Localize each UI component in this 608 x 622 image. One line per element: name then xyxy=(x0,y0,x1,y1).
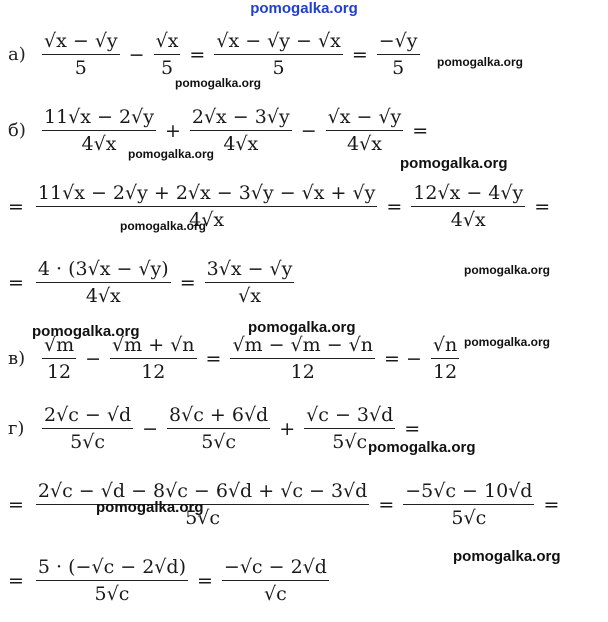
fraction xyxy=(205,258,295,307)
numerator: 8√c + 6√d xyxy=(169,404,269,426)
watermark: pomogalka.org xyxy=(464,335,551,349)
denominator: 4√x xyxy=(347,133,382,156)
operator: − xyxy=(142,417,159,440)
equals-sign: = xyxy=(351,43,368,66)
watermark: pomogalka.org xyxy=(437,55,524,69)
site-header-watermark: pomogalka.org xyxy=(250,0,358,17)
equals-sign: = xyxy=(8,271,24,294)
operator: − xyxy=(128,43,145,66)
denominator: 4√x xyxy=(223,133,259,156)
fraction xyxy=(230,334,375,383)
numerator: 2√c − √d − 8√c − 6√d + √c − 3√d xyxy=(37,480,368,502)
numerator: √x xyxy=(155,30,179,52)
numerator: √m xyxy=(44,334,75,356)
fraction xyxy=(377,30,420,79)
denominator: 5√c xyxy=(185,507,221,530)
denominator: 5√c xyxy=(451,507,487,530)
problem-label: г) xyxy=(8,418,25,440)
problem-b-line-2 xyxy=(0,182,555,231)
equals-sign: = xyxy=(196,569,213,592)
numerator: 3√x − √y xyxy=(206,258,293,280)
denominator: 5 xyxy=(392,57,405,80)
equals-sign: = xyxy=(8,195,24,218)
watermark: pomogalka.org xyxy=(464,263,551,277)
problem-label: в) xyxy=(8,348,26,370)
problem-v xyxy=(0,334,463,383)
equals-sign: = xyxy=(378,493,395,516)
numerator: 2√x − 3√y xyxy=(191,106,290,128)
equals-sign: = − xyxy=(384,347,422,370)
equals-sign: = xyxy=(404,417,421,440)
problem-b-line-3 xyxy=(0,258,298,307)
denominator: 12 xyxy=(290,361,315,384)
fraction xyxy=(222,556,329,605)
denominator: 5 xyxy=(160,57,174,80)
equals-sign: = xyxy=(8,493,24,516)
denominator: 5√c xyxy=(94,583,130,606)
fraction xyxy=(154,30,181,79)
numerator: √m − √m − √n xyxy=(232,334,374,356)
problem-label: а) xyxy=(8,44,26,66)
numerator: 4 · (3√x − √y) xyxy=(37,258,169,280)
denominator: √x xyxy=(238,285,261,308)
denominator: 12 xyxy=(141,361,166,384)
numerator: 11√x − 2√y xyxy=(44,106,154,128)
numerator: −√y xyxy=(378,30,418,52)
denominator: √c xyxy=(264,583,287,606)
fraction xyxy=(214,30,342,79)
fraction xyxy=(326,106,404,155)
fraction xyxy=(42,334,76,383)
denominator: 12 xyxy=(46,361,72,384)
watermark: pomogalka.org xyxy=(128,147,215,161)
fraction xyxy=(431,334,459,383)
equals-sign: = xyxy=(534,195,551,218)
denominator: 12 xyxy=(433,361,458,384)
numerator: √n xyxy=(432,334,458,356)
denominator: 5√c xyxy=(332,431,368,454)
numerator: 5 · (−√c − 2√d) xyxy=(37,556,186,578)
watermark: pomogalka.org xyxy=(248,319,356,336)
denominator: 5√c xyxy=(70,431,105,454)
fraction xyxy=(42,30,120,79)
fraction xyxy=(403,480,534,529)
watermark: pomogalka.org xyxy=(453,548,561,565)
watermark: pomogalka.org xyxy=(32,323,140,340)
equals-sign: = xyxy=(8,569,24,592)
numerator: √m + √n xyxy=(112,334,195,356)
problem-b-line-1 xyxy=(0,106,433,155)
watermark: pomogalka.org xyxy=(368,439,476,456)
problem-g-line-3 xyxy=(0,556,333,605)
operator: + xyxy=(279,417,296,440)
fraction xyxy=(411,182,525,231)
denominator: 5√c xyxy=(201,431,237,454)
numerator: √c − 3√d xyxy=(306,404,394,426)
operator: − xyxy=(300,119,317,142)
fraction xyxy=(167,404,270,453)
problem-g-line-2 xyxy=(0,480,564,529)
watermark: pomogalka.org xyxy=(120,219,207,233)
numerator: 2√c − √d xyxy=(44,404,132,426)
fraction xyxy=(36,556,188,605)
fraction xyxy=(42,404,133,453)
fraction xyxy=(36,182,377,231)
denominator: 5 xyxy=(272,57,285,80)
numerator: 11√x − 2√y + 2√x − 3√y − √x + √y xyxy=(37,182,376,204)
equals-sign: = xyxy=(412,119,429,142)
numerator: −5√c − 10√d xyxy=(405,480,533,502)
numerator: √x − √y xyxy=(327,106,402,128)
watermark: pomogalka.org xyxy=(400,155,508,172)
equals-sign: = xyxy=(189,43,206,66)
denominator: 4√x xyxy=(85,285,121,308)
numerator: √x − √y − √x xyxy=(216,30,341,52)
equals-sign: = xyxy=(543,493,560,516)
denominator: 4√x xyxy=(189,209,225,232)
watermark: pomogalka.org xyxy=(175,76,262,90)
watermark: pomogalka.org xyxy=(96,499,204,516)
denominator: 4√x xyxy=(450,209,486,232)
numerator: −√c − 2√d xyxy=(223,556,327,578)
fraction xyxy=(110,334,196,383)
equals-sign: = xyxy=(179,271,196,294)
denominator: 4√x xyxy=(81,133,117,156)
operator: − xyxy=(85,347,102,370)
denominator: 5 xyxy=(74,57,87,80)
equals-sign: = xyxy=(205,347,222,370)
numerator: 12√x − 4√y xyxy=(413,182,524,204)
fraction xyxy=(36,258,171,307)
equals-sign: = xyxy=(386,195,403,218)
problem-label: б) xyxy=(8,120,26,142)
numerator: √x − √y xyxy=(44,30,118,52)
problem-a xyxy=(0,30,424,79)
problem-g-line-1 xyxy=(0,404,425,453)
operator: + xyxy=(164,119,181,142)
